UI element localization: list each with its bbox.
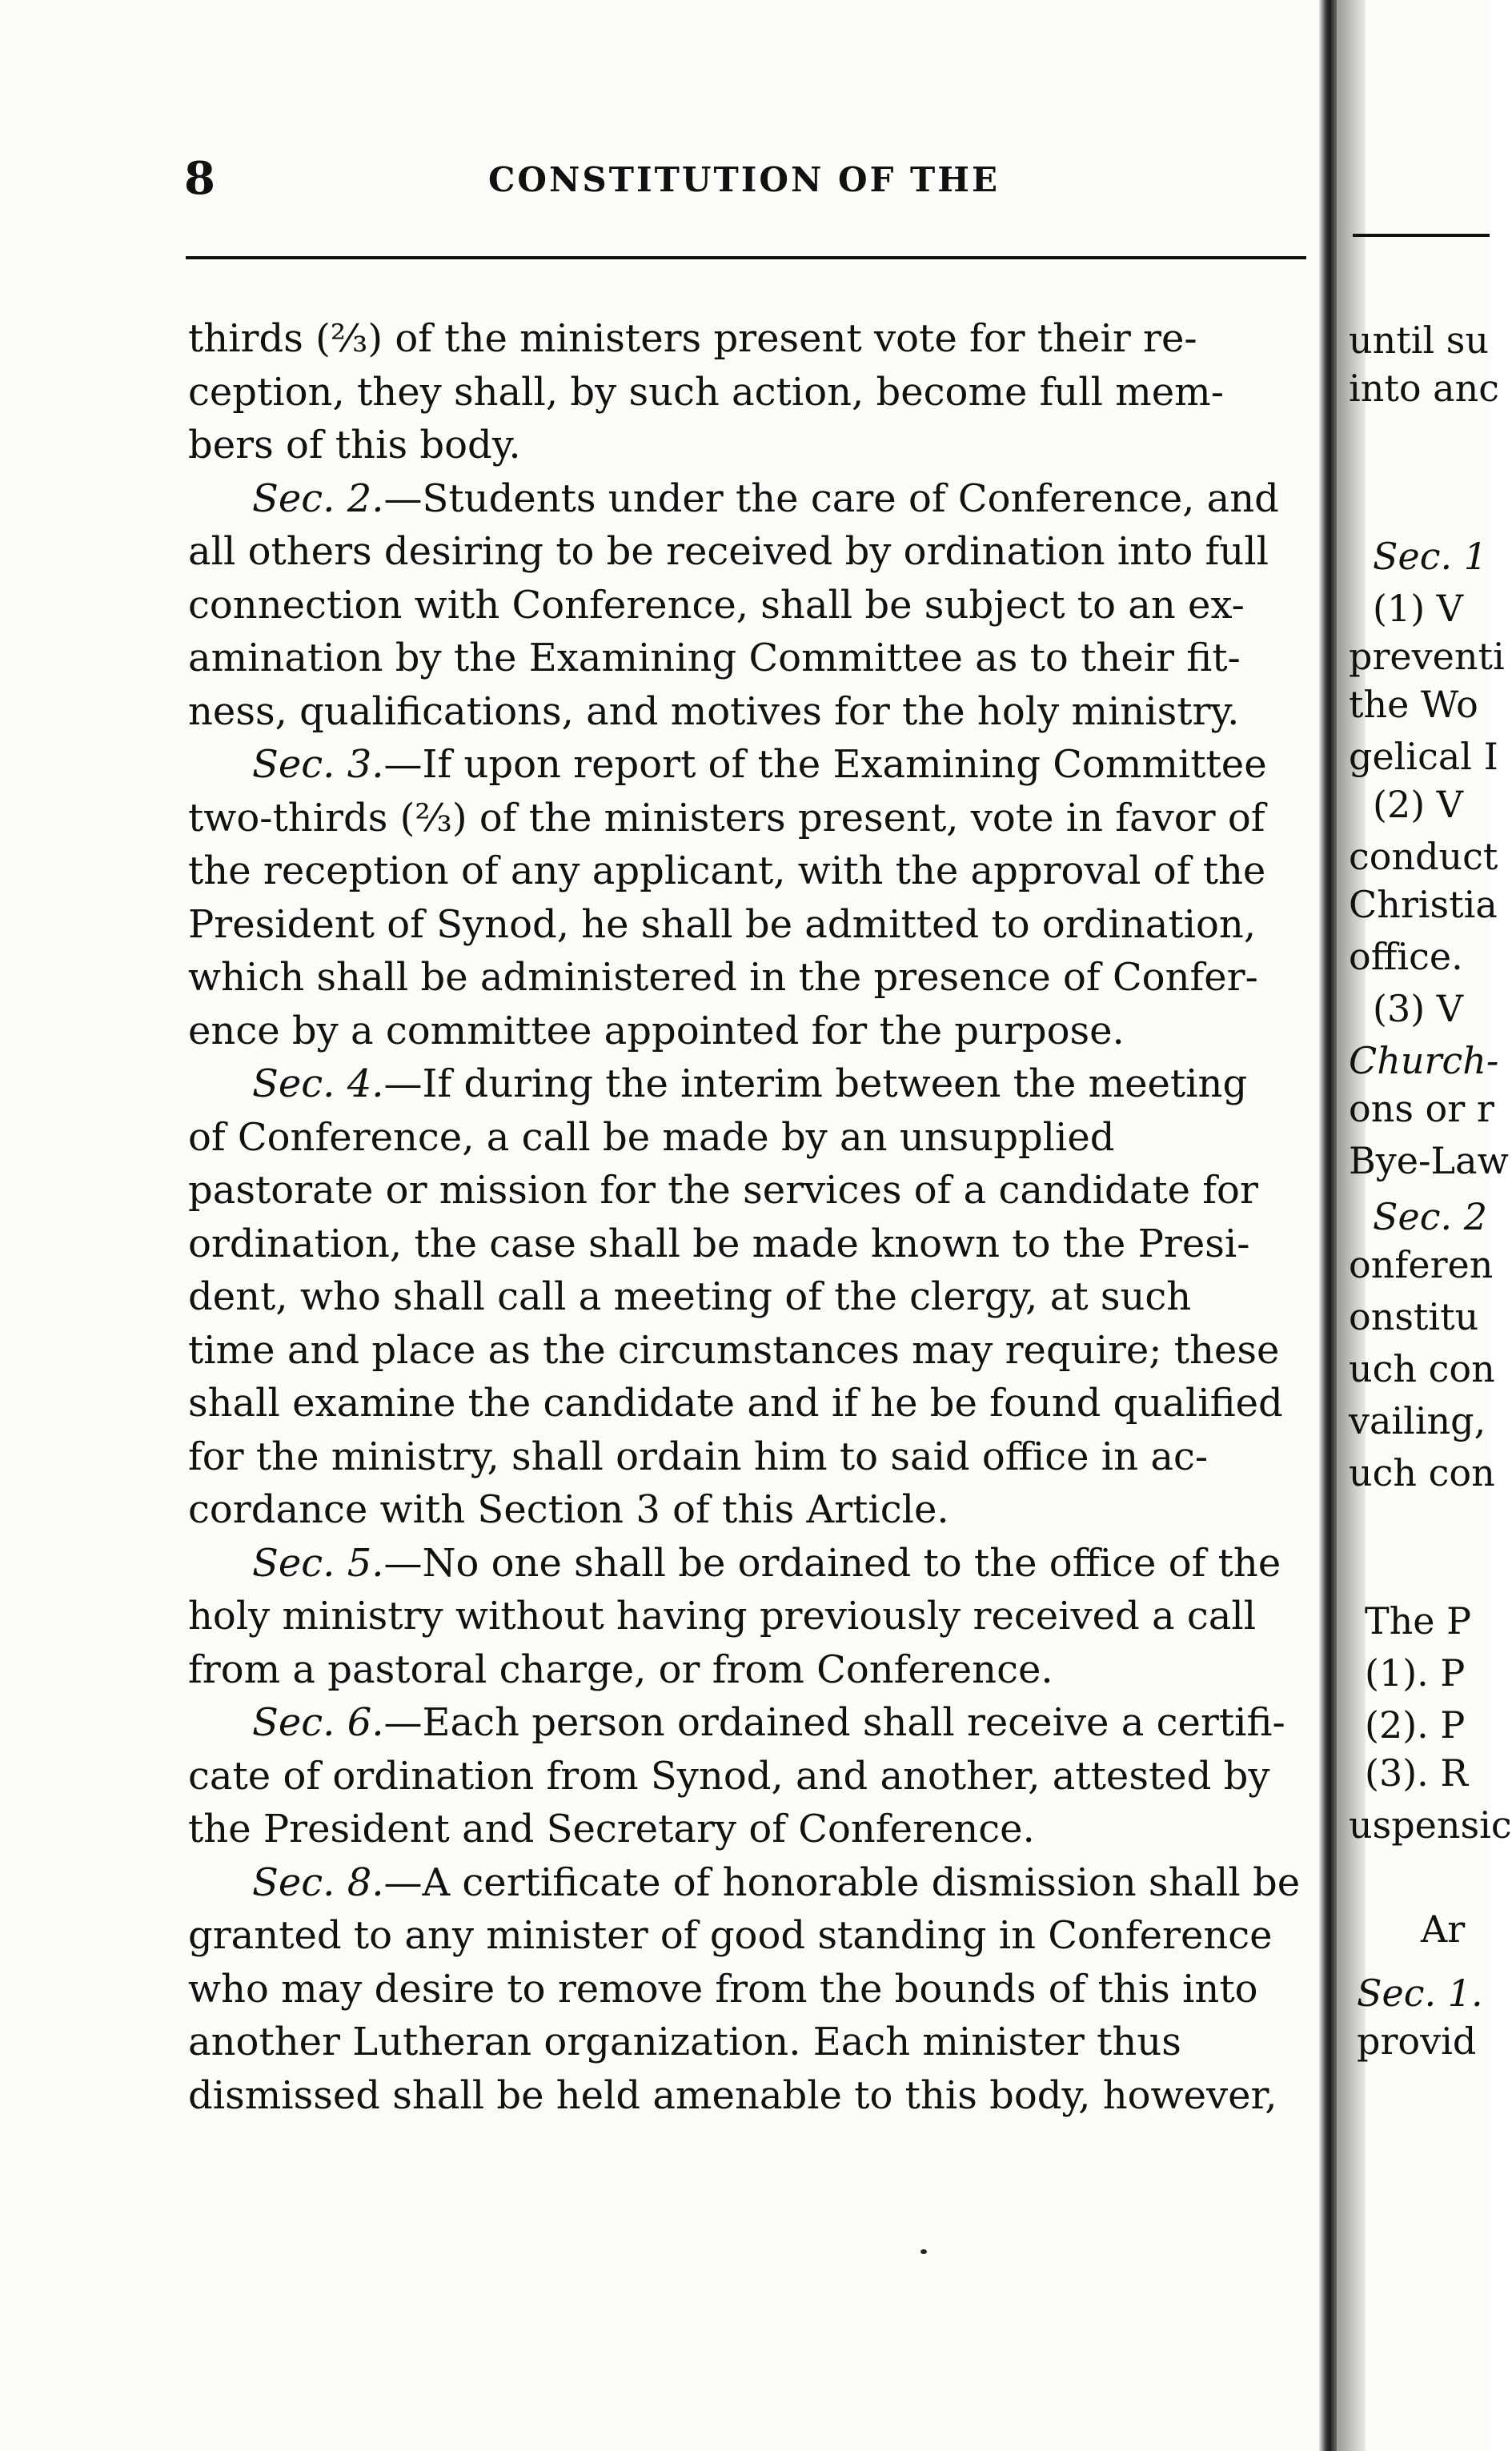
facing-page-line: (3). R <box>1365 1751 1469 1795</box>
text-line: connection with Conference, shall be subject to an ex- <box>188 582 1245 628</box>
facing-page-line: Ar <box>1421 1907 1466 1951</box>
section-text: —No one shall be ordained to the office of the <box>383 1540 1281 1586</box>
text-line: granted to any minister of good standing in Conference <box>188 1913 1273 1958</box>
section-label: Sec. 5. <box>252 1540 384 1586</box>
facing-page-line: uch con <box>1349 1451 1495 1494</box>
text-line <box>188 1537 1325 1591</box>
facing-page-line: Sec. 2 <box>1373 1195 1488 1238</box>
text-line: the reception of any applicant, with the approval of the <box>188 848 1266 893</box>
text-line: time and place as the circumstances may require; these <box>188 1327 1280 1373</box>
facing-page-line: (3) V <box>1373 987 1464 1030</box>
text-line: dismissed shall be held amenable to this body, however, <box>188 2072 1277 2118</box>
page-header <box>184 152 1321 216</box>
facing-page-line: Christia <box>1349 883 1498 926</box>
facing-page-line: (2). P <box>1365 1703 1466 1747</box>
facing-page-line: provid <box>1357 2020 1477 2063</box>
text-line: which shall be administered in the presence of Confer- <box>188 955 1258 1000</box>
section-text: —Each person ordained shall receive a certifi- <box>383 1700 1285 1745</box>
text-line: shall examine the candidate and if he be found qualified <box>188 1381 1283 1426</box>
facing-page-line: office. <box>1349 935 1463 978</box>
facing-page-line: (1). P <box>1365 1651 1466 1695</box>
page-number: 8 <box>184 152 215 205</box>
facing-page-line: uch con <box>1349 1347 1495 1390</box>
main-text-block <box>188 312 1325 2122</box>
text-line: for the ministry, shall ordain him to said office in ac- <box>188 1434 1209 1479</box>
facing-page-line: vailing, <box>1349 1399 1486 1442</box>
facing-page-line: into anc <box>1349 367 1499 410</box>
text-line: the President and Secretary of Conference. <box>188 1807 1035 1851</box>
book-gutter <box>1319 0 1337 2451</box>
facing-page-line: ons or r <box>1349 1087 1494 1130</box>
facing-page-line: The P <box>1365 1599 1472 1643</box>
text-line: another Lutheran organization. Each minister thus <box>188 2020 1181 2064</box>
facing-page-fragments <box>1341 0 1512 2451</box>
text-line: President of Synod, he shall be admitted to ordination, <box>188 901 1257 947</box>
section-text: —If during the interim between the meeting <box>383 1061 1248 1106</box>
running-head: CONSTITUTION OF THE <box>488 160 1000 199</box>
facing-page-line: Bye-Law <box>1349 1139 1509 1182</box>
text-line: pastorate or mission for the services of a candidate for <box>188 1168 1258 1213</box>
facing-page-line: gelical I <box>1349 735 1498 778</box>
text-line: all others desiring to be received by ordination into full <box>188 529 1269 574</box>
facing-page-line: Sec. 1. <box>1357 1972 1483 2015</box>
section-label: Sec. 2. <box>252 475 384 521</box>
section-label: Sec. 3. <box>252 742 384 787</box>
text-line: bers of this body. <box>188 423 521 467</box>
text-line: ordination, the case shall be made known to the Presi- <box>188 1221 1250 1266</box>
facing-page-line: (2) V <box>1373 783 1464 826</box>
text-line <box>188 1696 1325 1750</box>
text-line: thirds (⅔) of the ministers present vote for their re- <box>188 316 1197 361</box>
facing-page-line: preventi <box>1349 635 1505 678</box>
header-rule <box>186 256 1306 259</box>
text-line: who may desire to remove from the bounds of this into <box>188 1966 1258 2012</box>
text-line: two-thirds (⅔) of the ministers present, vote in favor of <box>188 795 1265 840</box>
section-label: Sec. 8. <box>252 1859 384 1905</box>
text-line: holy ministry without having previously received a call <box>188 1594 1257 1639</box>
text-line: ence by a committee appointed for the purpose. <box>188 1008 1125 1053</box>
section-text: —If upon report of the Examining Committee <box>383 742 1267 787</box>
text-line <box>188 1856 1325 1910</box>
facing-page-line: uspensic <box>1349 1803 1512 1847</box>
text-line: cate of ordination from Synod, and another, attested by <box>188 1753 1270 1799</box>
text-line: from a pastoral charge, or from Conference. <box>188 1647 1053 1692</box>
section-text: —A certificate of honorable dismission shall be <box>383 1859 1301 1905</box>
facing-page-line: the Wo <box>1349 683 1478 726</box>
section-text: —Students under the care of Conference, and <box>383 475 1279 521</box>
text-line: dent, who shall call a meeting of the clergy, at such <box>188 1274 1192 1319</box>
section-label: Sec. 4. <box>252 1061 384 1106</box>
facing-page-line: conduct <box>1349 835 1498 878</box>
facing-page-line: onferen <box>1349 1243 1494 1286</box>
text-line <box>188 1057 1325 1111</box>
text-line: of Conference, a call be made by an unsupplied <box>188 1114 1115 1160</box>
facing-page-line: Church- <box>1349 1039 1499 1082</box>
facing-page-line: Sec. 1 <box>1373 535 1488 578</box>
text-line: cordance with Section 3 of this Article. <box>188 1487 949 1532</box>
facing-page-line: until su <box>1349 319 1490 362</box>
facing-page-line: (1) V <box>1373 587 1464 630</box>
text-line: ness, qualifications, and motives for the holy ministry. <box>188 688 1240 734</box>
text-line: amination by the Examining Committee as to their fit- <box>188 636 1241 680</box>
text-line: ception, they shall, by such action, become full mem- <box>188 369 1224 415</box>
facing-page-line: onstitu <box>1349 1295 1479 1338</box>
ink-speck <box>920 2249 927 2254</box>
section-label: Sec. 6. <box>252 1700 384 1745</box>
text-line <box>188 472 1325 526</box>
text-line <box>188 738 1325 792</box>
